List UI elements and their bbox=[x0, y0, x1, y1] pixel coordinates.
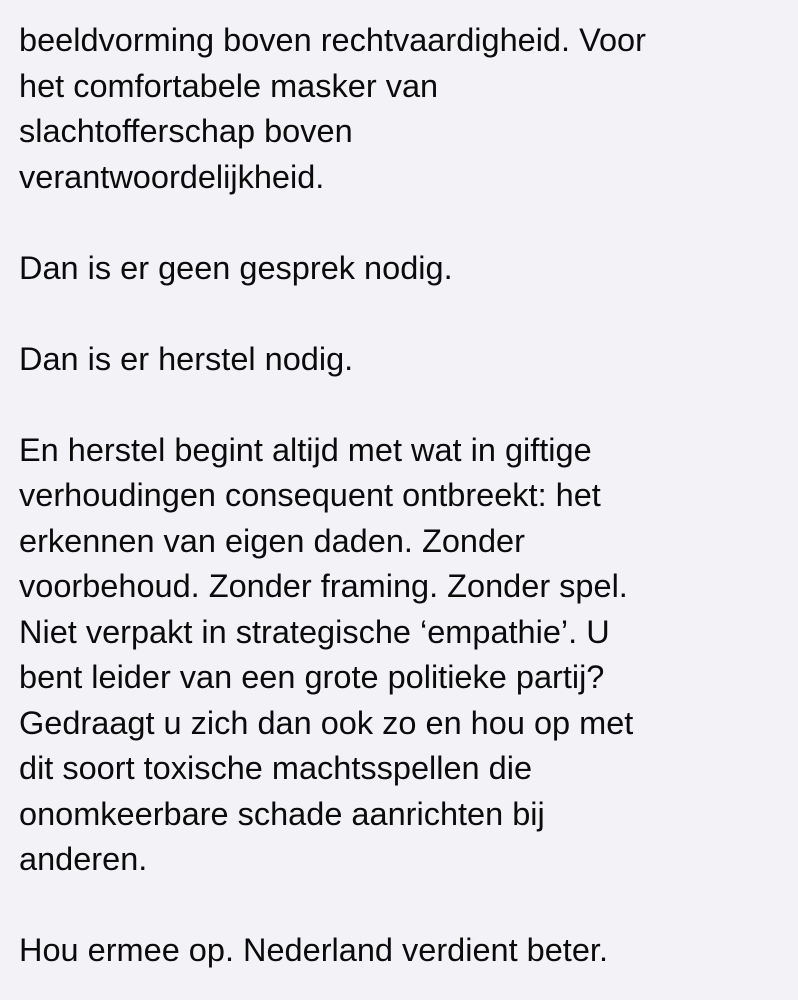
text-line: En herstel begint altijd met wat in giftige bbox=[19, 431, 592, 468]
text-line: voorbehoud. Zonder framing. Zonder spel. bbox=[19, 568, 628, 604]
text-line: dit soort toxische machtsspellen die bbox=[19, 750, 533, 786]
text-line: bent leider van een grote politieke partij? bbox=[19, 659, 605, 695]
text-line: slachtofferschap boven bbox=[19, 113, 353, 149]
paragraph bbox=[19, 18, 798, 200]
text-line: onomkeerbare schade aanrichten bij bbox=[19, 795, 545, 832]
text-line: erkennen van eigen daden. Zonder bbox=[19, 522, 525, 559]
text-line: Gedraagt u zich dan ook zo en hou op met bbox=[19, 704, 634, 741]
paragraph bbox=[19, 337, 798, 383]
text-line: Hou ermee op. Nederland verdient beter. bbox=[19, 932, 608, 968]
text-line: Dan is er geen gesprek nodig. bbox=[19, 249, 453, 286]
paragraph bbox=[19, 246, 798, 292]
text-line: verhoudingen consequent ontbreekt: het bbox=[19, 477, 601, 513]
text-line: beeldvorming boven rechtvaardigheid. Voor bbox=[19, 22, 646, 58]
text-line: Dan is er herstel nodig. bbox=[19, 340, 354, 377]
text-line: het comfortabele masker van bbox=[19, 67, 439, 104]
text-line: verantwoordelijkheid. bbox=[19, 158, 325, 195]
paragraph bbox=[19, 428, 798, 883]
paragraph bbox=[19, 928, 798, 974]
text-line: Niet verpakt in strategische ‘empathie’. U bbox=[19, 613, 610, 650]
text-line: anderen. bbox=[19, 841, 148, 877]
